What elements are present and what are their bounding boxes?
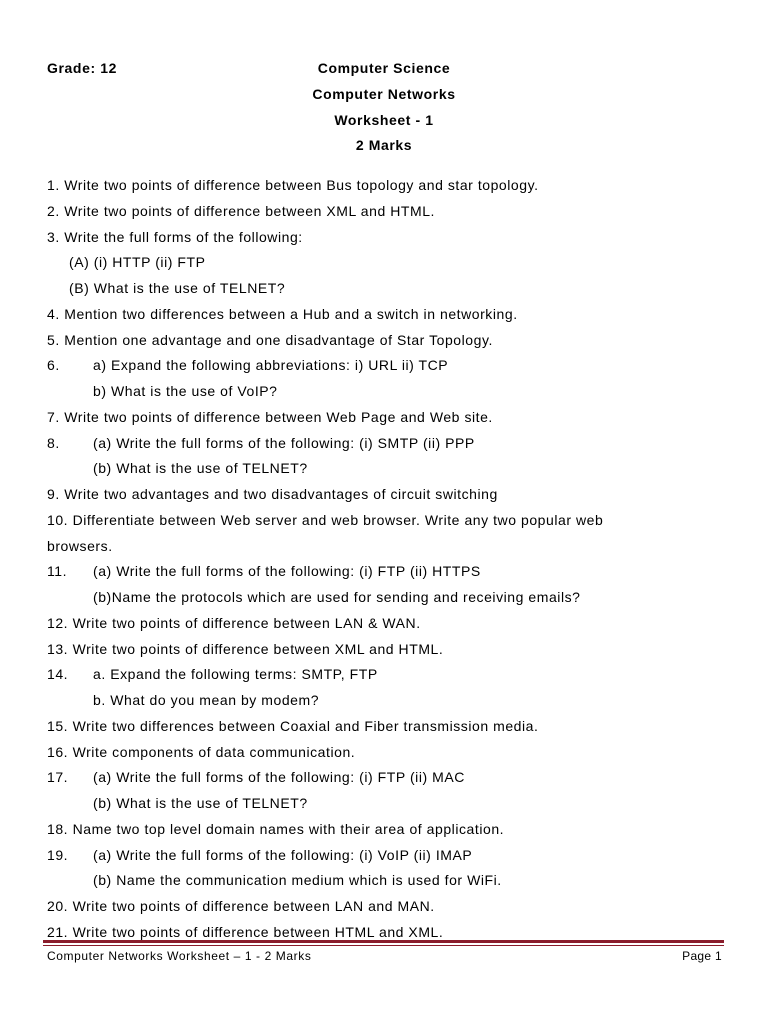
question-text: a. Expand the following terms: SMTP, FTP: [93, 666, 378, 683]
question-text: (b) Name the communication medium which is used for WiFi.: [93, 872, 502, 889]
question-text: browsers.: [47, 537, 113, 554]
question-line: [47, 817, 737, 843]
question-text: Name two top level domain names with their area of application.: [72, 820, 505, 837]
question-text: Write two differences between Coaxial and Fiber transmission media.: [72, 717, 539, 734]
question-line: [47, 276, 737, 302]
question-line: [47, 843, 737, 869]
question-text: Write two points of difference between XML and HTML.: [64, 202, 435, 219]
question-number: 19.: [47, 846, 69, 863]
question-text: (a) Write the full forms of the following: (i) FTP (ii) MAC: [93, 769, 465, 786]
question-line: [47, 559, 737, 585]
question-text: a) Expand the following abbreviations: i) URL ii) TCP: [93, 357, 449, 374]
question-line: [47, 714, 737, 740]
question-text: (b) What is the use of TELNET?: [93, 460, 308, 477]
question-number: 17.: [47, 769, 69, 786]
question-line: [47, 508, 737, 534]
question-number: 1.: [47, 177, 60, 193]
question-line: [47, 328, 737, 354]
question-number: 20.: [47, 898, 69, 914]
question-text: (b)Name the protocols which are used for sending and receiving emails?: [93, 589, 581, 605]
question-line: [47, 456, 737, 482]
question-text: (B) What is the use of TELNET?: [69, 280, 286, 296]
question-number: 15.: [47, 717, 69, 734]
question-line: [47, 379, 737, 405]
question-text: (A) (i) HTTP (ii) FTP: [69, 254, 206, 271]
question-line: [47, 225, 737, 251]
question-number: 7.: [47, 408, 60, 425]
question-number: 13.: [47, 640, 69, 657]
question-line: [47, 585, 737, 611]
question-line: [47, 405, 737, 431]
question-text: Write two points of difference between LAN & WAN.: [72, 614, 421, 631]
question-line: [47, 688, 737, 714]
question-number: 8.: [47, 434, 60, 451]
question-line: [47, 611, 737, 637]
question-line: [47, 637, 737, 663]
footer-rule-thick: [43, 940, 724, 943]
question-text: Write two points of difference between HTML and XML.: [72, 923, 444, 940]
question-line: [47, 791, 737, 817]
question-text: Differentiate between Web server and web browser. Write any two popular web: [72, 511, 604, 528]
question-line: [47, 740, 737, 766]
question-text: Write two points of difference between LAN and MAN.: [72, 898, 435, 914]
question-line: [47, 199, 737, 225]
question-text: Mention one advantage and one disadvantage of Star Topology.: [64, 331, 493, 348]
question-line: [47, 894, 737, 920]
question-number: 4.: [47, 305, 60, 322]
question-number: 2.: [47, 202, 60, 219]
question-line: [47, 302, 737, 328]
worksheet-title: Worksheet - 1: [334, 112, 434, 128]
topic-title: Computer Networks: [312, 86, 456, 102]
footer-title: Computer Networks Worksheet – 1 - 2 Marks: [47, 949, 312, 963]
question-text: (a) Write the full forms of the following: (i) VoIP (ii) IMAP: [93, 846, 473, 863]
question-number: 21.: [47, 923, 69, 940]
question-text: (b) What is the use of TELNET?: [93, 795, 308, 811]
question-number: 10.: [47, 511, 69, 528]
question-line: [47, 765, 737, 791]
question-number: 3.: [47, 228, 60, 245]
question-list: [47, 173, 737, 946]
question-line: [47, 868, 737, 894]
question-number: 18.: [47, 820, 69, 837]
question-line: [47, 662, 737, 688]
question-number: 11.: [47, 563, 68, 580]
question-line: [47, 482, 737, 508]
question-number: 14.: [47, 666, 69, 683]
question-text: Write two points of difference between Bus topology and star topology.: [64, 177, 539, 193]
question-text: Write the full forms of the following:: [64, 228, 303, 245]
question-line: [47, 353, 737, 379]
question-text: Mention two differences between a Hub and a switch in networking.: [64, 305, 518, 322]
question-line: [47, 173, 737, 199]
question-text: Write two advantages and two disadvantages of circuit switching: [64, 486, 498, 502]
question-number: 6.: [47, 357, 60, 374]
footer-rule-thin: [43, 945, 724, 946]
question-text: (a) Write the full forms of the following: (i) FTP (ii) HTTPS: [93, 563, 481, 580]
question-text: b) What is the use of VoIP?: [93, 383, 278, 399]
question-text: b. What do you mean by modem?: [93, 692, 320, 708]
page-number: Page 1: [682, 949, 722, 963]
question-number: 16.: [47, 743, 69, 760]
subject-title: Computer Science: [317, 60, 451, 76]
question-text: Write two points of difference between XML and HTML.: [72, 640, 444, 657]
question-line: [47, 534, 737, 560]
question-number: 5.: [47, 331, 60, 348]
question-text: Write two points of difference between Web Page and Web site.: [64, 408, 493, 425]
question-line: [47, 250, 737, 276]
question-text: Write components of data communication.: [72, 743, 356, 760]
marks-title: 2 Marks: [355, 137, 413, 153]
question-number: 12.: [47, 614, 69, 631]
question-number: 9.: [47, 486, 60, 502]
question-line: [47, 431, 737, 457]
question-text: (a) Write the full forms of the following: (i) SMTP (ii) PPP: [93, 434, 475, 451]
grade-label: Grade: 12: [47, 60, 117, 76]
